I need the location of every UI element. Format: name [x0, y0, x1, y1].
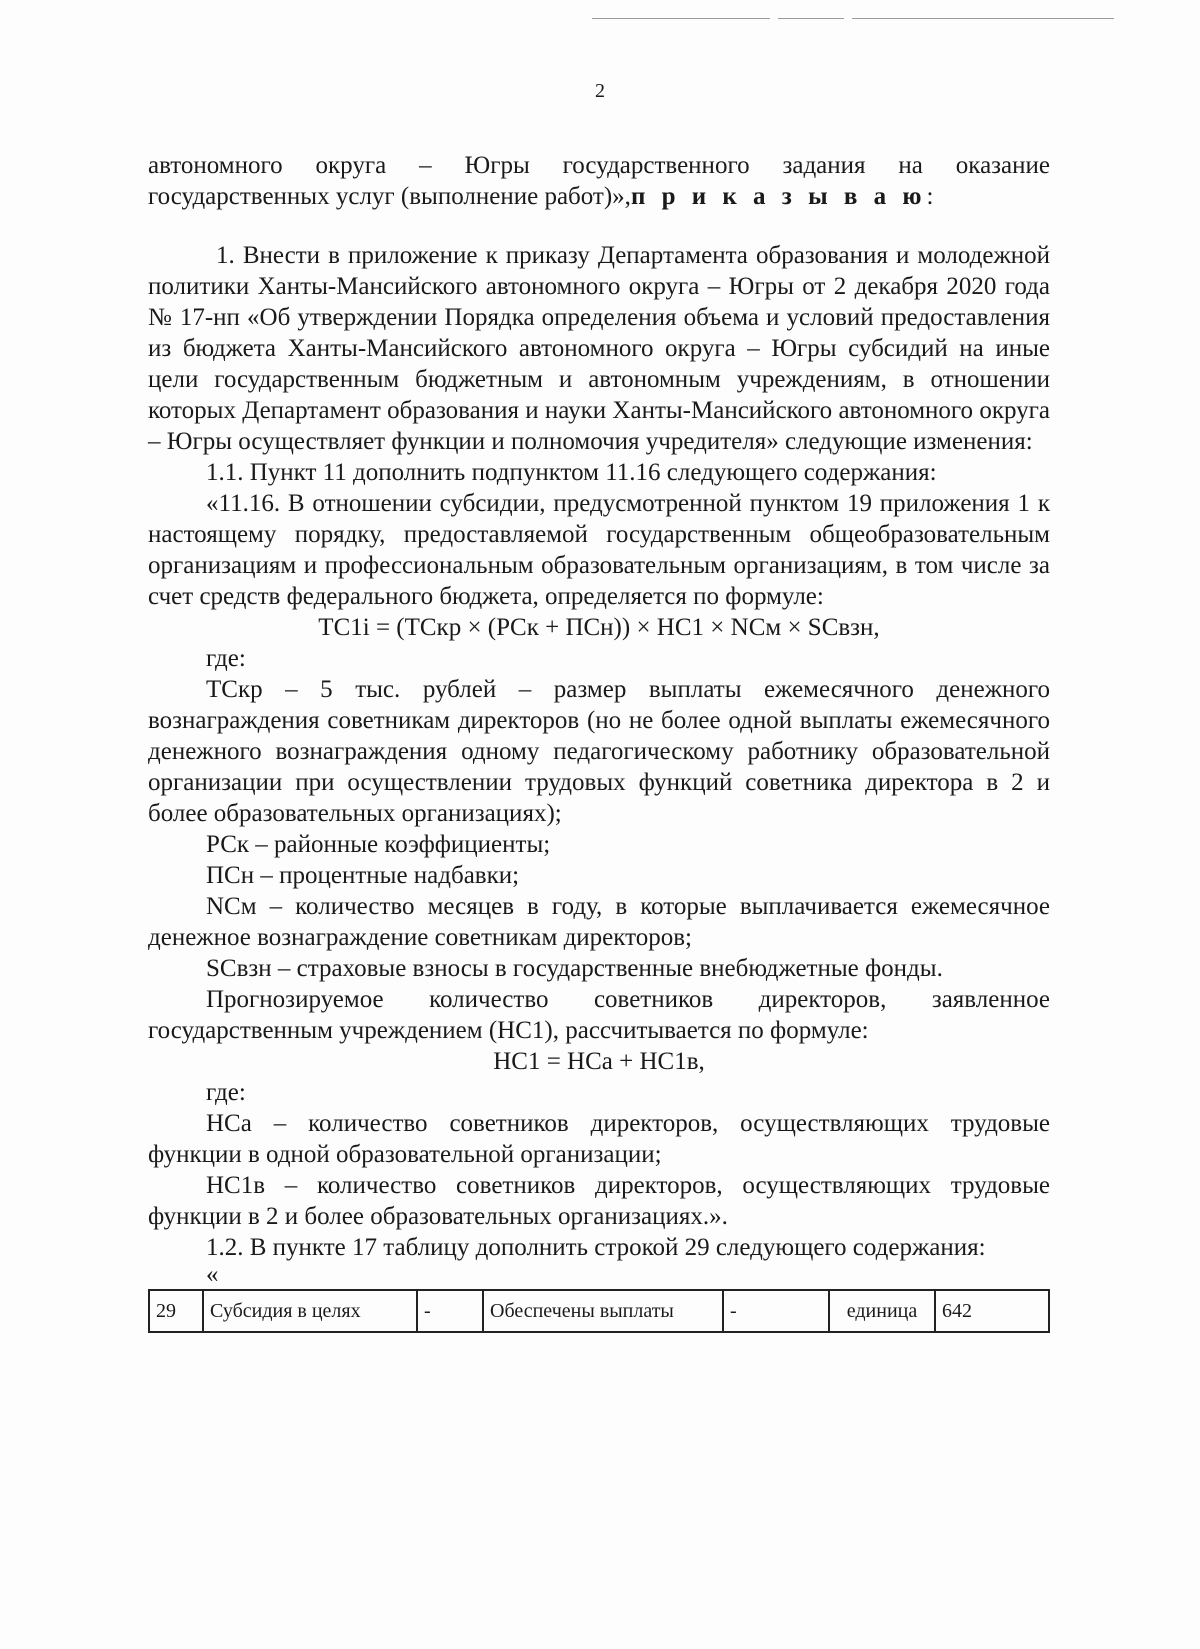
- forecast-paragraph: Прогнозируемое количество советников директоров, заявленное государственным учреждением (НС1), рассчитывается по формуле:: [148, 986, 1050, 1044]
- table-cell-unit: единица: [829, 1290, 935, 1332]
- table-row-29: [148, 1289, 1050, 1333]
- definition-ncm: NCм – количество месяцев в году, в которые выплачивается ежемесячное денежное вознаграждение советникам директоров;: [148, 893, 1050, 951]
- table-cell-dash: -: [723, 1290, 829, 1332]
- intro-text: автономного округа – Югры государственного задания на оказание государственных услуг (выполнение работ)»,: [148, 152, 1050, 210]
- intro-paragraph: [148, 150, 1050, 212]
- scan-artifact-line: [778, 18, 844, 19]
- formula-tc1i: TC1i = (TCкр × (PCк + ПCн)) × HC1 × NCм × SCвзн,: [318, 614, 880, 641]
- table-cell-number: 29: [149, 1290, 203, 1332]
- table-cell-dash: -: [417, 1290, 483, 1332]
- item-1-paragraph: 1. Внести в приложение к приказу Департамента образования и молодежной политики Ханты-Мансийского автономного округа – Югры от 2 декабря 2020 года № 17-нп «Об утверждении Порядка определения объема и условий предоставления из бюджета Ханты-Мансийского автономного округа – Югры субсидий на иные цели государственным бюджетным и автономным учреждениям, в отношении которых Департамент образования и науки Ханты-Мансийского автономного округа – Югры осуществляет функции и полномочия учредителя» следующие изменения:: [148, 242, 1050, 455]
- table-cell-name: Субсидия в целях: [203, 1290, 417, 1332]
- definition-scvzn: SCвзн – страховые взносы в государственные внебюджетные фонды.: [206, 955, 943, 982]
- item-1-2-paragraph: 1.2. В пункте 17 таблицу дополнить строкой 29 следующего содержания:: [206, 1234, 986, 1261]
- scan-artifact-line: [592, 18, 770, 19]
- document-body: [148, 150, 1050, 1333]
- table-row: [149, 1290, 1049, 1332]
- where-label: где:: [206, 645, 246, 672]
- table-cell-value: 642: [935, 1290, 1049, 1332]
- definition-tckr: TCкр – 5 тыс. рублей – размер выплаты ежемесячного денежного вознаграждения советникам директоров (но не более одной выплаты ежемесячного денежного вознаграждения одному педагогическому работнику образовательной организации при осуществлении трудовых функций советника директора в 2 и более образовательных организациях);: [148, 676, 1050, 827]
- definition-rck: РСк – районные коэффициенты;: [206, 831, 551, 858]
- definition-pcn: ПСн – процентные надбавки;: [206, 862, 520, 889]
- definition-nca: НСа – количество советников директоров, осуществляющих трудовые функции в одной образовательной организации;: [148, 1110, 1050, 1168]
- order-keyword: п р и к а з ы в а ю: [630, 183, 927, 210]
- formula-nc1: НС1 = НСа + НС1в,: [493, 1048, 705, 1075]
- definition-nc1v: НС1в – количество советников директоров, осуществляющих трудовые функции в 2 и более образовательных организациях.».: [148, 1172, 1050, 1230]
- page-number: 2: [595, 80, 605, 102]
- quote-open: «: [206, 1261, 219, 1288]
- item-1-1-paragraph: 1.1. Пункт 11 дополнить подпунктом 11.16 следующего содержания:: [206, 459, 937, 486]
- where-label: где:: [206, 1079, 246, 1106]
- item-11-16-paragraph: «11.16. В отношении субсидии, предусмотренной пунктом 19 приложения 1 к настоящему порядку, предоставляемой государственным общеобразовательным организациям и профессиональным образовательным организациям, в том числе за счет средств федерального бюджета, определяется по формуле:: [148, 490, 1050, 610]
- table-cell-result: Обеспечены выплаты: [483, 1290, 723, 1332]
- intro-end: :: [926, 183, 934, 210]
- scan-artifact-line: [852, 18, 1114, 19]
